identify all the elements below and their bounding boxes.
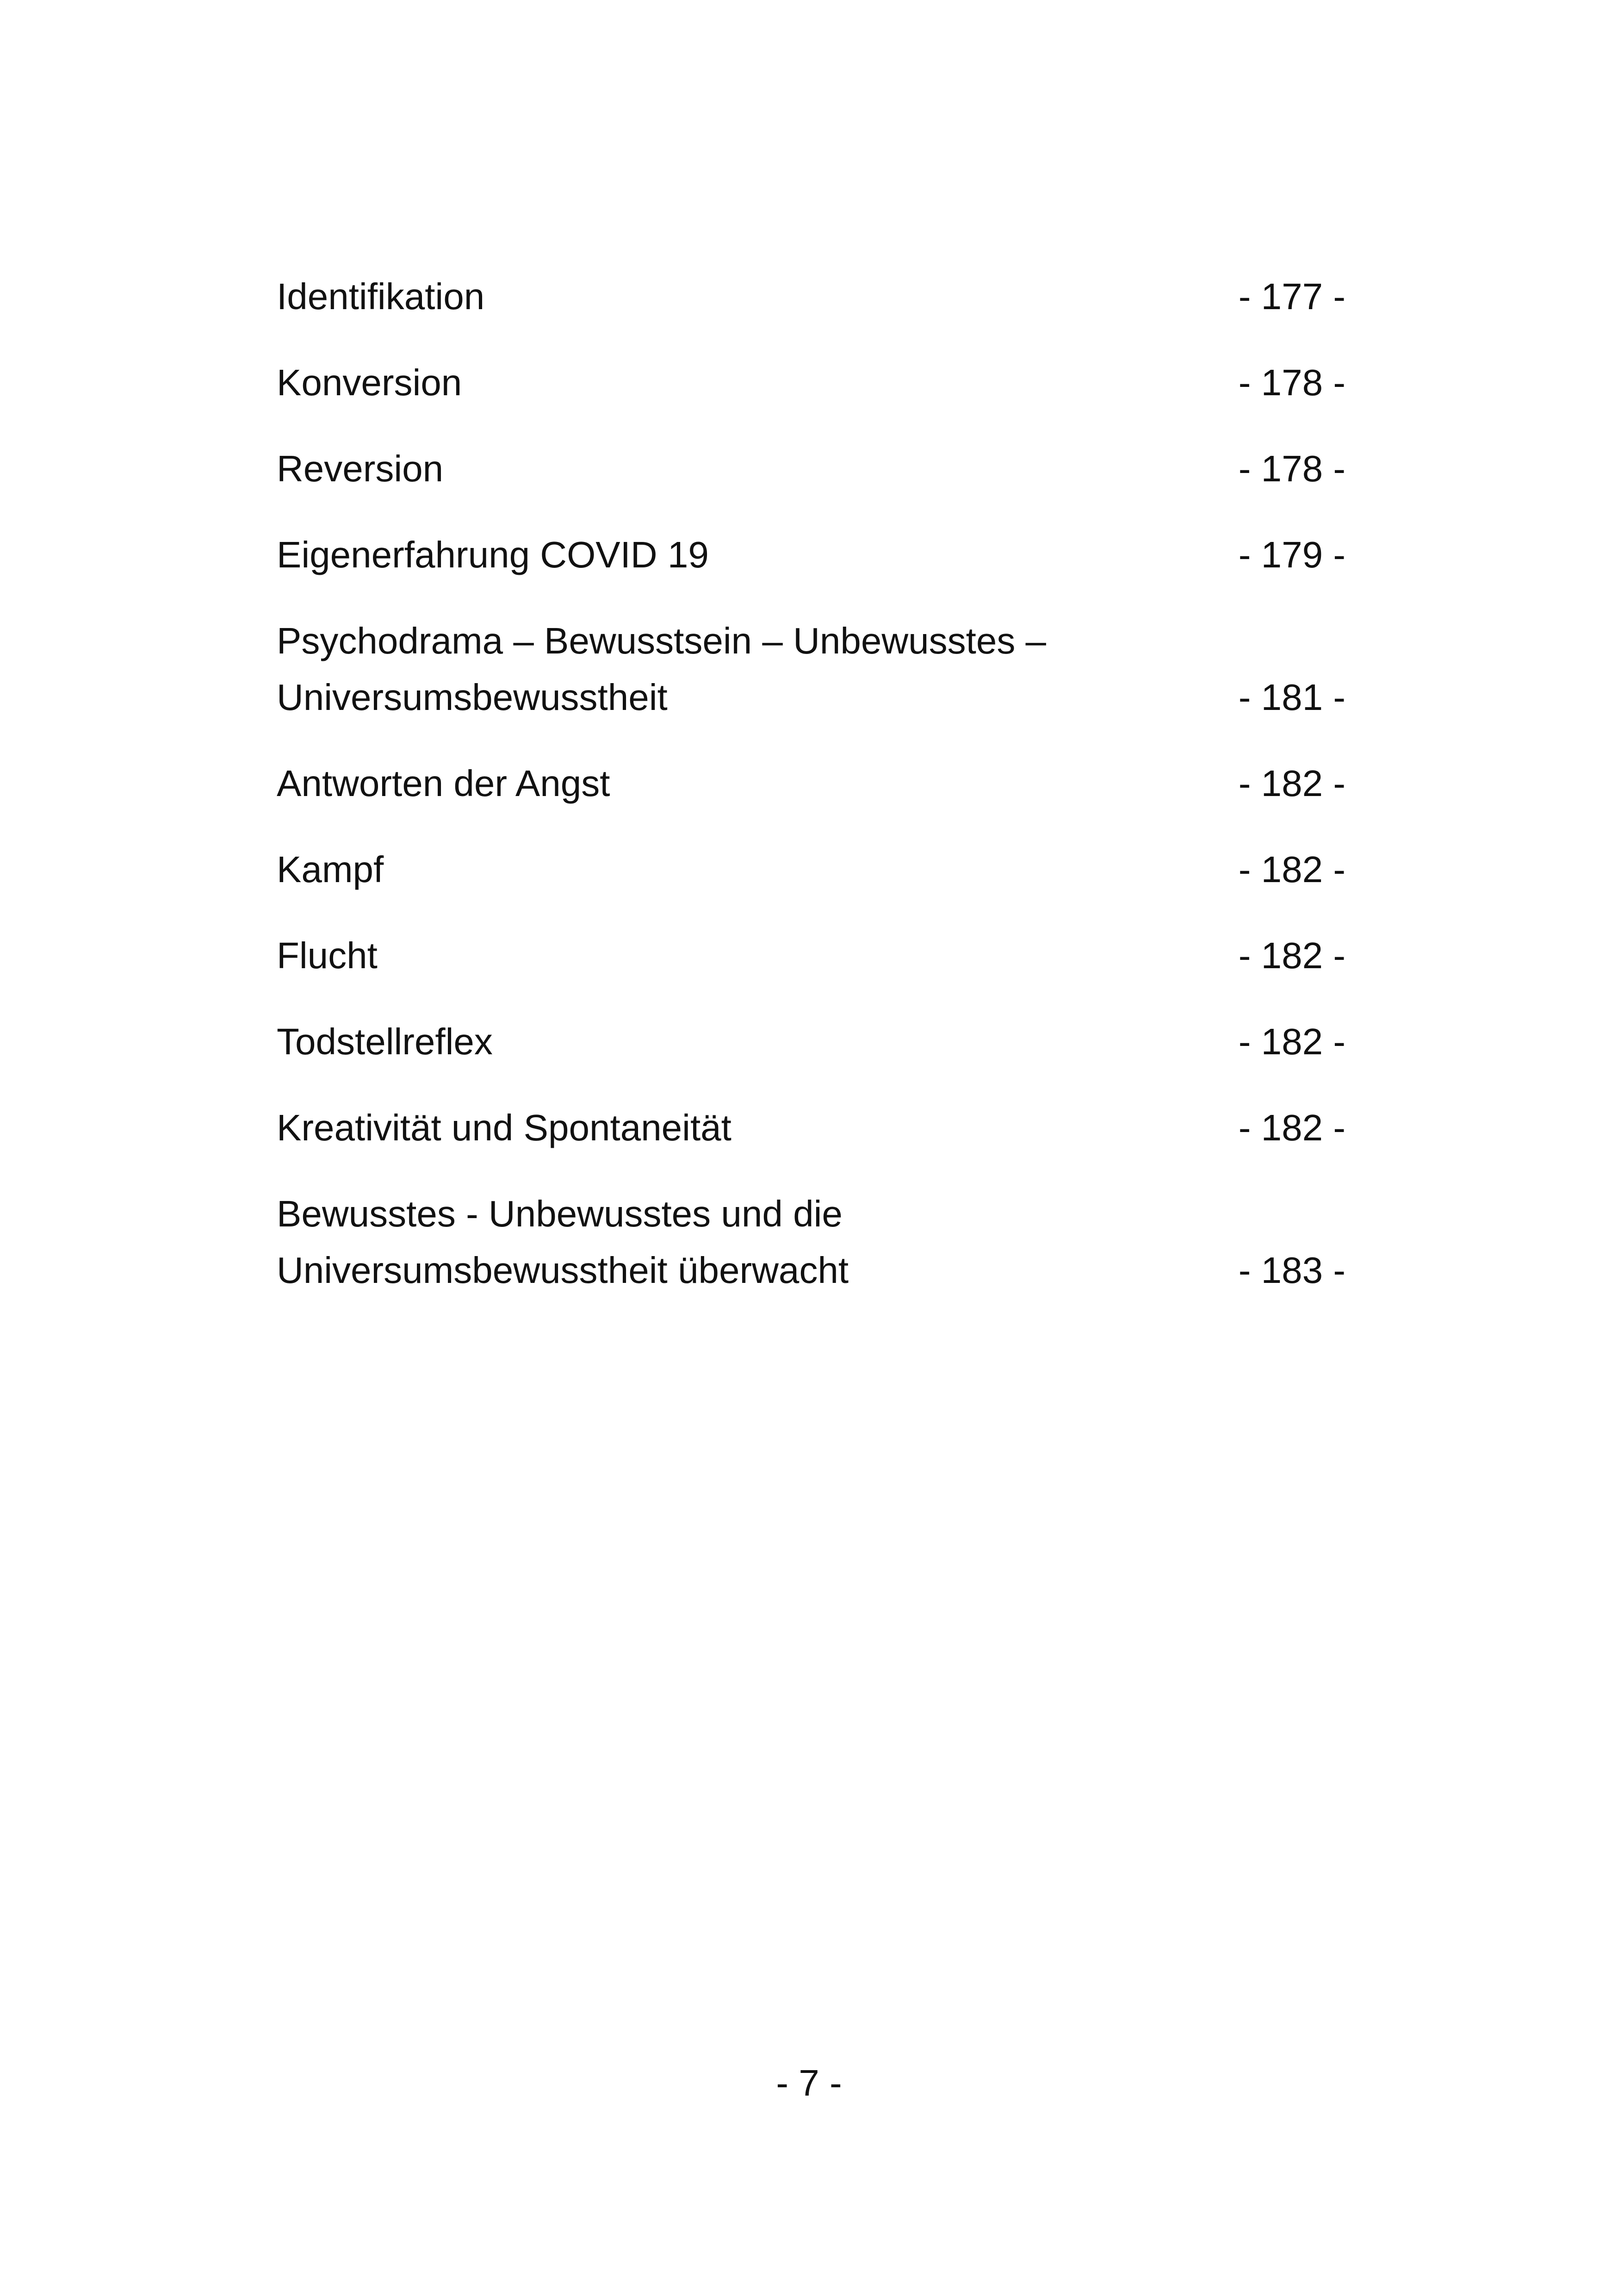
toc-entry-page: - 182 - <box>1238 1021 1345 1062</box>
toc-entry-title: Flucht <box>277 935 378 976</box>
toc-entry-title: Psychodrama – Bewusstsein – Unbewusstes – Universumsbewusstheit <box>277 620 1047 718</box>
toc-entry-page: - 182 - <box>1238 763 1345 804</box>
table-of-contents <box>277 268 1345 1328</box>
page-number: - 7 - <box>776 2062 842 2103</box>
toc-entry-title: Bewusstes - Unbewusstes und die Universumsbewusstheit überwacht <box>277 1193 849 1291</box>
toc-entry-page: - 183 - <box>1238 1250 1345 1291</box>
toc-entry <box>277 1100 1345 1156</box>
toc-entry-page: - 181 - <box>1238 677 1345 718</box>
toc-entry <box>277 841 1345 898</box>
toc-entry-page: - 182 - <box>1238 935 1345 976</box>
toc-entry-page: - 177 - <box>1238 276 1345 317</box>
toc-entry <box>277 355 1345 411</box>
toc-entry-page: - 178 - <box>1238 362 1345 403</box>
toc-entry <box>277 927 1345 984</box>
toc-entry-title: Antworten der Angst <box>277 763 610 804</box>
toc-entry-title: Eigenerfahrung COVID 19 <box>277 534 709 575</box>
toc-entry-title: Todstellreflex <box>277 1021 493 1062</box>
toc-entry-title: Kampf <box>277 849 384 890</box>
toc-entry <box>277 613 1345 726</box>
toc-entry-page: - 182 - <box>1238 849 1345 890</box>
toc-entry <box>277 527 1345 583</box>
toc-entry <box>277 268 1345 325</box>
toc-entry-page: - 178 - <box>1238 448 1345 489</box>
toc-entry-title: Identifikation <box>277 276 485 317</box>
toc-entry-title: Reversion <box>277 448 444 489</box>
toc-entry-title: Kreativität und Spontaneität <box>277 1107 732 1148</box>
toc-entry <box>277 1014 1345 1070</box>
toc-entry-page: - 179 - <box>1238 534 1345 575</box>
toc-entry <box>277 441 1345 497</box>
toc-entry-title: Konversion <box>277 362 462 403</box>
toc-entry <box>277 755 1345 812</box>
toc-entry <box>277 1186 1345 1299</box>
toc-entry-page: - 182 - <box>1238 1107 1345 1148</box>
